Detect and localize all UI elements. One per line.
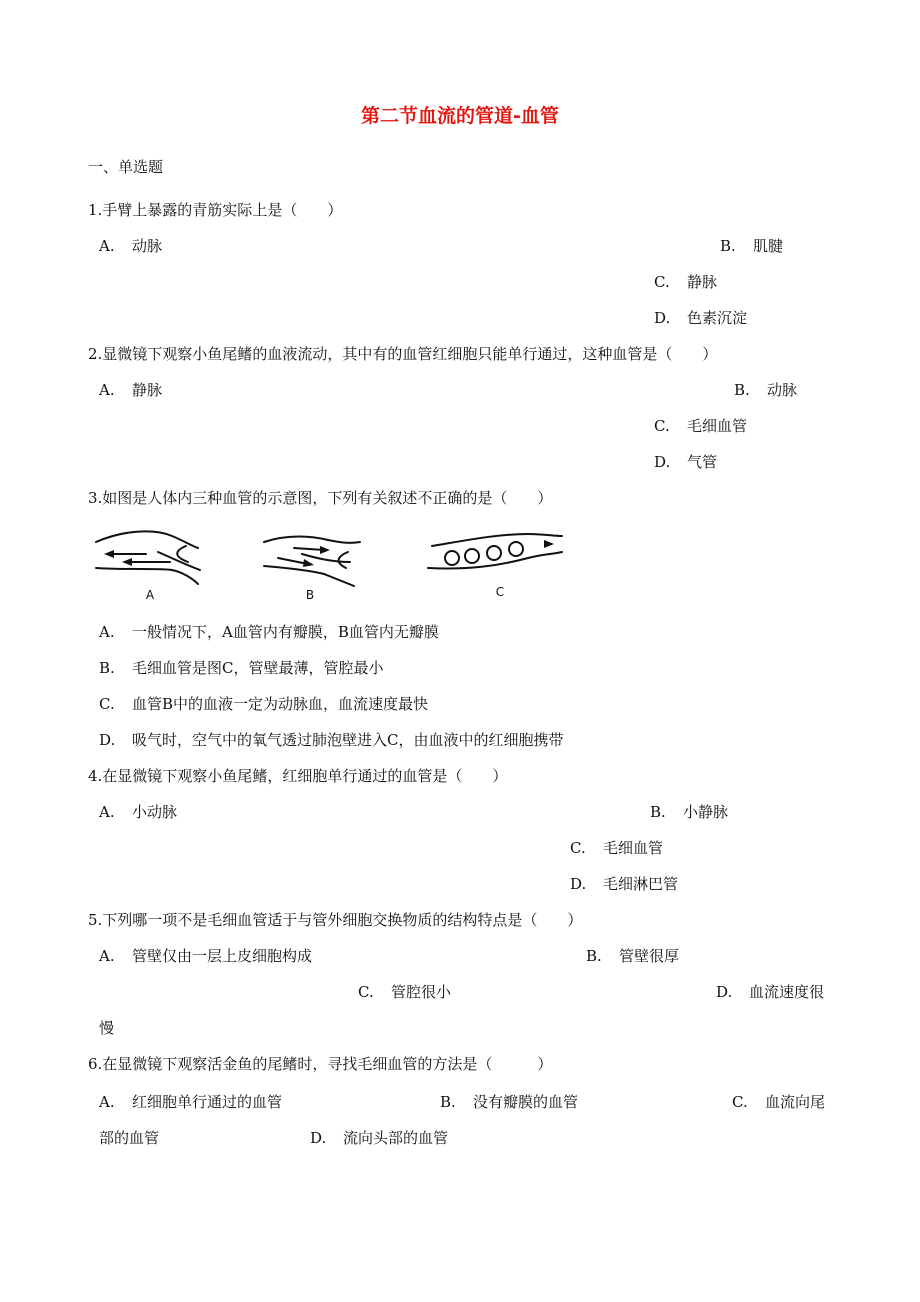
vessel-b-arrowhead-1 bbox=[320, 546, 330, 554]
vessel-b-valve bbox=[339, 552, 348, 568]
red-blood-cell bbox=[487, 546, 501, 560]
option-text: 毛细血管是图C，管壁最薄，管腔最小 bbox=[132, 659, 384, 677]
q4-option-a[interactable] bbox=[99, 802, 177, 822]
q5-option-a[interactable] bbox=[99, 946, 312, 966]
q5-option-b[interactable] bbox=[586, 946, 679, 966]
vessel-c-arrowhead bbox=[544, 540, 554, 548]
question-6-stem: 6.在显微镜下观察活金鱼的尾鳍时，寻找毛细血管的方法是（ ） bbox=[88, 1055, 553, 1073]
vessel-a-arrowhead-1 bbox=[104, 550, 114, 558]
option-text: 小动脉 bbox=[132, 803, 178, 821]
q2-option-d[interactable] bbox=[654, 452, 717, 472]
option-text: 毛细淋巴管 bbox=[603, 875, 679, 893]
option-label: A. bbox=[99, 803, 115, 821]
q1-option-a[interactable] bbox=[99, 236, 162, 256]
option-text: 色素沉淀 bbox=[687, 309, 748, 327]
option-text: 肌腱 bbox=[753, 237, 784, 255]
option-label: D. bbox=[716, 983, 733, 1001]
q4-option-b[interactable] bbox=[650, 802, 728, 822]
option-label: A. bbox=[99, 623, 115, 641]
q3-option-c[interactable] bbox=[99, 694, 428, 714]
option-text: 毛细血管 bbox=[603, 839, 664, 857]
q4-option-d[interactable] bbox=[570, 874, 678, 894]
q5-option-c[interactable] bbox=[358, 982, 451, 1002]
blood-vessel-diagram bbox=[88, 522, 578, 604]
q1-option-d[interactable] bbox=[654, 308, 747, 328]
option-label: C. bbox=[732, 1093, 748, 1111]
option-label: D. bbox=[310, 1129, 327, 1147]
question-2-stem: 2.显微镜下观察小鱼尾鳍的血液流动，其中有的血管红细胞只能单行通过，这种血管是（ ） bbox=[88, 345, 718, 363]
vessel-a-arrowhead-2 bbox=[122, 558, 132, 566]
section-heading: 一、单选题 bbox=[88, 158, 164, 176]
option-label: D. bbox=[654, 453, 671, 471]
figure-label-a: A bbox=[145, 588, 155, 602]
option-label: A. bbox=[99, 381, 115, 399]
q6-option-c[interactable] bbox=[732, 1092, 825, 1112]
option-label: C. bbox=[99, 695, 115, 713]
question-5-stem: 5.下列哪一项不是毛细血管适于与管外细胞交换物质的结构特点是（ ） bbox=[88, 911, 583, 929]
option-label: B. bbox=[720, 237, 736, 255]
question-1-stem: 1.手臂上暴露的青筋实际上是（ ） bbox=[88, 201, 343, 219]
option-label: C. bbox=[570, 839, 586, 857]
option-label: D. bbox=[654, 309, 671, 327]
q1-option-c[interactable] bbox=[654, 272, 717, 292]
figure-label-c: C bbox=[495, 585, 505, 599]
option-text: 管壁仅由一层上皮细胞构成 bbox=[132, 947, 313, 965]
q3-option-a[interactable] bbox=[99, 622, 439, 642]
option-text: 血流速度很 bbox=[749, 983, 825, 1001]
option-text: 血流向尾 bbox=[765, 1093, 826, 1111]
red-blood-cell bbox=[509, 542, 523, 556]
vessel-a-wall-bottom bbox=[96, 568, 198, 584]
option-text: 红细胞单行通过的血管 bbox=[132, 1093, 283, 1111]
option-label: D. bbox=[99, 731, 116, 749]
q6-option-a[interactable] bbox=[99, 1092, 282, 1112]
question-3-stem: 3.如图是人体内三种血管的示意图，下列有关叙述不正确的是（ ） bbox=[88, 489, 553, 507]
option-text: 动脉 bbox=[767, 381, 798, 399]
vessel-b-wall-top bbox=[264, 537, 360, 543]
q6-option-d[interactable] bbox=[310, 1128, 448, 1148]
q2-option-a[interactable] bbox=[99, 380, 162, 400]
q2-option-b[interactable] bbox=[734, 380, 797, 400]
q5-option-d-continuation: 慢 bbox=[99, 1019, 115, 1037]
question-4-stem: 4.在显微镜下观察小鱼尾鳍，红细胞单行通过的血管是（ ） bbox=[88, 767, 508, 785]
q4-option-c[interactable] bbox=[570, 838, 663, 858]
vessel-c-wall-top bbox=[432, 534, 562, 546]
option-label: A. bbox=[99, 1093, 115, 1111]
q3-option-b[interactable] bbox=[99, 658, 383, 678]
option-label: B. bbox=[586, 947, 602, 965]
vessel-b-wall-bottom bbox=[264, 566, 354, 586]
vessel-b-flow-arrow-1 bbox=[294, 548, 324, 550]
q6-option-c-continuation: 部的血管 bbox=[99, 1129, 160, 1147]
option-text: 没有瓣膜的血管 bbox=[473, 1093, 579, 1111]
page-title: 第二节血流的管道-血管 bbox=[361, 105, 559, 127]
vessel-a-wall-top bbox=[96, 531, 198, 548]
option-text: 动脉 bbox=[132, 237, 163, 255]
option-text: 吸气时，空气中的氧气透过肺泡壁进入C，由血液中的红细胞携带 bbox=[132, 731, 564, 749]
q5-option-d[interactable] bbox=[716, 982, 824, 1002]
option-label: C. bbox=[654, 417, 670, 435]
option-label: A. bbox=[99, 237, 115, 255]
option-label: B. bbox=[650, 803, 666, 821]
q3-option-d[interactable] bbox=[99, 730, 563, 750]
option-text: 流向头部的血管 bbox=[343, 1129, 449, 1147]
option-text: 静脉 bbox=[132, 381, 163, 399]
option-label: B. bbox=[99, 659, 115, 677]
vessel-a-valve bbox=[177, 546, 188, 562]
q2-option-c[interactable] bbox=[654, 416, 747, 436]
option-label: B. bbox=[440, 1093, 456, 1111]
red-blood-cell bbox=[445, 551, 459, 565]
option-label: C. bbox=[654, 273, 670, 291]
option-text: 管壁很厚 bbox=[619, 947, 680, 965]
q6-option-b[interactable] bbox=[440, 1092, 578, 1112]
option-text: 气管 bbox=[687, 453, 718, 471]
q1-option-b[interactable] bbox=[720, 236, 783, 256]
option-label: D. bbox=[570, 875, 587, 893]
red-blood-cell bbox=[465, 549, 479, 563]
vessel-b-arrowhead-2 bbox=[303, 559, 314, 567]
option-text: 毛细血管 bbox=[687, 417, 748, 435]
figure-label-b: B bbox=[305, 588, 315, 602]
option-text: 小静脉 bbox=[683, 803, 729, 821]
option-label: B. bbox=[734, 381, 750, 399]
option-text: 管腔很小 bbox=[391, 983, 452, 1001]
option-text: 一般情况下，A血管内有瓣膜，B血管内无瓣膜 bbox=[132, 623, 439, 641]
option-text: 静脉 bbox=[687, 273, 718, 291]
option-label: C. bbox=[358, 983, 374, 1001]
option-label: A. bbox=[99, 947, 115, 965]
option-text: 血管B中的血液一定为动脉血，血流速度最快 bbox=[132, 695, 429, 713]
